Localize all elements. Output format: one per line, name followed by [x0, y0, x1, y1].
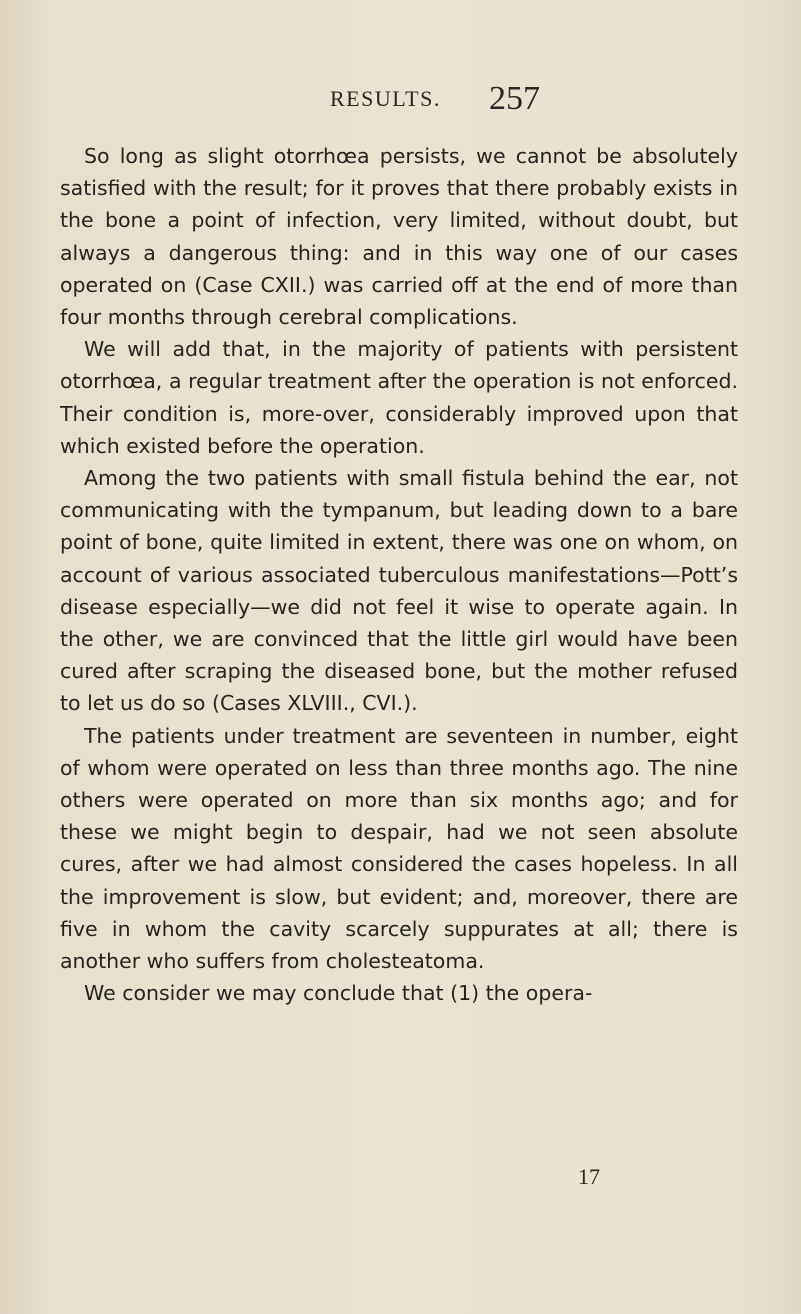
page-header — [0, 80, 801, 126]
paragraph-treatment: We will add that, in the majority of patients with persistent otorrhœa, a regular treatment after the operation is not enforced. Their condition is, more-over, considerably improved upon that which existed before the operation. — [60, 337, 738, 458]
running-head: RESULTS. — [330, 86, 441, 111]
page-number: 257 — [489, 80, 540, 117]
paragraph-patients-under-treatment: The patients under treatment are seventeen in number, eight of whom were operated on less than three months ago. The nine others were operated on more than six months ago; and for these we might begin to despair, had we not seen absolute cures, after we had almost considered the cases hopeless. In all the improvement is slow, but evident; and, moreover, there are five in whom the cavity scarcely suppurates at all; there is another who suffers from cholesteatoma. — [60, 723, 738, 974]
paragraph-conclusion: We consider we may conclude that (1) the opera- — [84, 981, 593, 1006]
paragraph-otorrhoea: So long as slight otorrhœa persists, we cannot be absolutely satisfied with the result; for it proves that there probably exists in the bone a point of infection, very limited, without doubt, but always a dangerous thing: and in this way one of our cases operated on (Case CXII.) was carried off at the end of more than four months through cerebral complications. — [60, 144, 738, 330]
paragraph-fistula: Among the two patients with small fistula behind the ear, not communicating with the tympanum, but leading down to a bare point of bone, quite limited in extent, there was one on whom, on account of various associated tuberculous manifestations—Pott’s disease especially—we did not feel it wise to operate again. In the other, we are convinced that the little girl would have been cured after scraping the diseased bone, but the mother refused to let us do so (Cases XLVIII., CVI.). — [60, 466, 738, 716]
signature-mark: 17 — [578, 1164, 600, 1189]
body-text — [60, 140, 738, 1009]
